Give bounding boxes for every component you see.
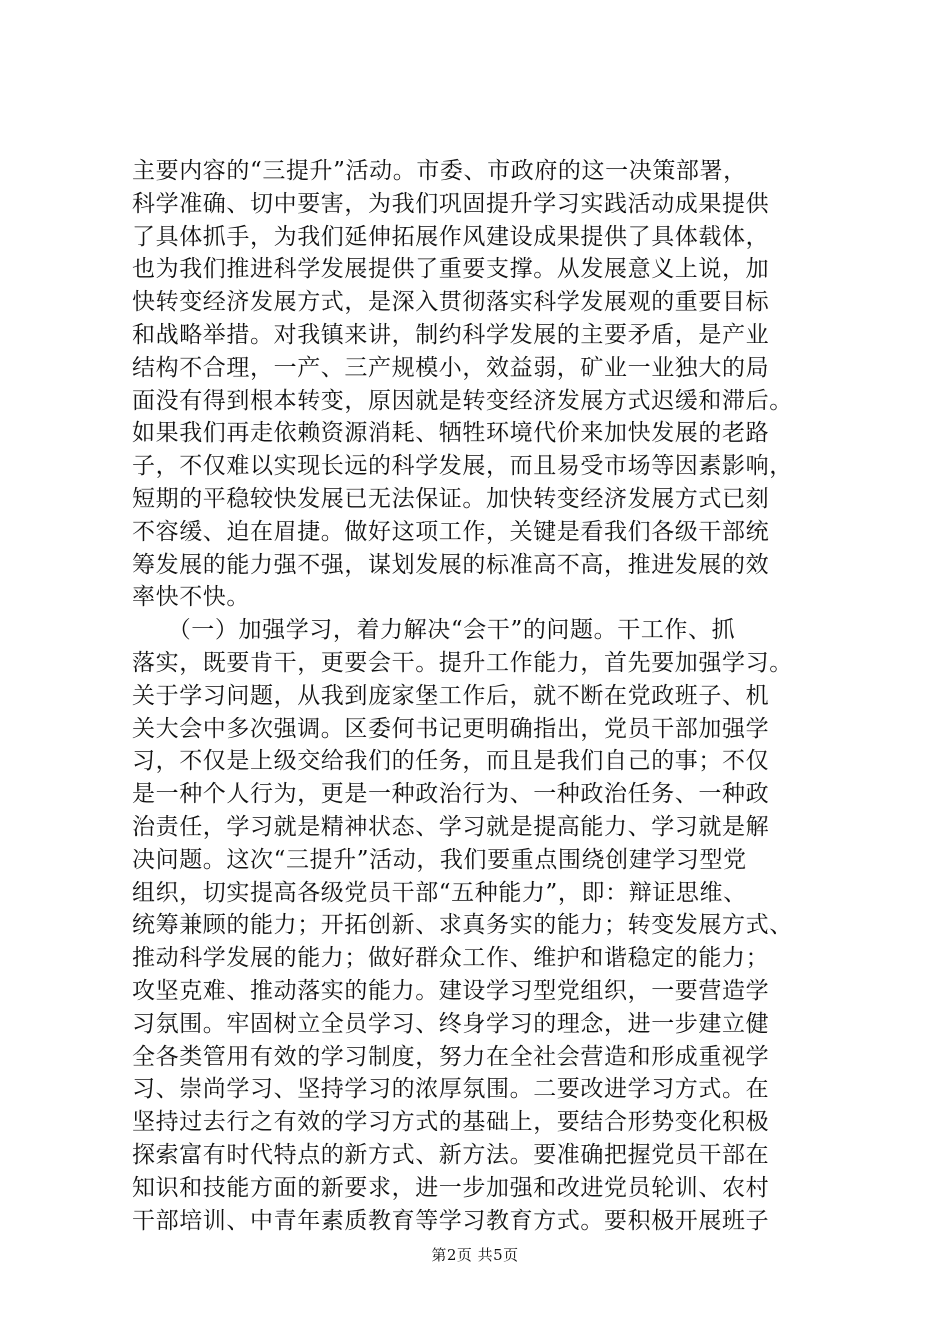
text-line: （一）加强学习，着力解决“会干”的问题。干工作、抓 (132, 617, 736, 644)
text-line: 率快不快。 (132, 584, 250, 611)
text-line: 科学准确、切中要害，为我们巩固提升学习实践活动成果提供 (132, 190, 770, 217)
text-line: 知识和技能方面的新要求，进一步加强和改进党员轮训、农村 (132, 1174, 770, 1201)
text-line: 筹发展的能力强不强，谋划发展的标准高不高，推进发展的效 (132, 551, 770, 578)
text-line: 了具体抓手，为我们延伸拓展作风建设成果提供了具体载体， (132, 223, 770, 250)
page-number-footer: 第2页 共5页 (431, 1246, 519, 1264)
text-line: 也为我们推进科学发展提供了重要支撑。从发展意义上说，加 (132, 256, 770, 283)
text-line: 是一种个人行为，更是一种政治行为、一种政治任务、一种政 (132, 781, 770, 808)
body-text (132, 155, 832, 1237)
text-line: 短期的平稳较快发展已无法保证。加快转变经济发展方式已刻 (132, 485, 770, 512)
text-line: 干部培训、中青年素质教育等学习教育方式。要积极开展班子 (132, 1207, 770, 1234)
text-line: 习，不仅是上级交给我们的任务，而且是我们自己的事；不仅 (132, 748, 770, 775)
text-line: 决问题。这次“三提升”活动，我们要重点围绕创建学习型党 (132, 846, 747, 873)
text-line: 结构不合理，一产、三产规模小，效益弱，矿业一业独大的局 (132, 354, 770, 381)
text-line: 不容缓、迫在眉捷。做好这项工作，关键是看我们各级干部统 (132, 518, 770, 545)
text-line: 统筹兼顾的能力；开拓创新、求真务实的能力；转变发展方式、 (132, 912, 793, 939)
text-line: 推动科学发展的能力；做好群众工作、维护和谐稳定的能力； (132, 945, 770, 972)
text-line: 子，不仅难以实现长远的科学发展，而且易受市场等因素影响， (132, 453, 793, 480)
text-line: 和战略举措。对我镇来讲，制约科学发展的主要矛盾，是产业 (132, 321, 770, 348)
text-line: 坚持过去行之有效的学习方式的基础上，要结合形势变化积极 (132, 1109, 770, 1136)
text-line: 全各类管用有效的学习制度，努力在全社会营造和形成重视学 (132, 1043, 770, 1070)
text-line: 习氛围。牢固树立全员学习、终身学习的理念，进一步建立健 (132, 1010, 770, 1037)
text-line: 关大会中多次强调。区委何书记更明确指出，党员干部加强学 (132, 715, 770, 742)
text-line: 关于学习问题，从我到庞家堡工作后，就不断在党政班子、机 (132, 682, 770, 709)
text-line: 快转变经济发展方式，是深入贯彻落实科学发展观的重要目标 (132, 289, 770, 316)
text-line: 主要内容的“三提升”活动。市委、市政府的这一决策部署， (132, 158, 747, 184)
text-line: 探索富有时代特点的新方式、新方法。要准确把握党员干部在 (132, 1141, 770, 1168)
text-line: 治责任，学习就是精神状态、学习就是提高能力、学习就是解 (132, 813, 770, 840)
text-line: 组织，切实提高各级党员干部“五种能力”，即：辩证思维、 (132, 879, 747, 906)
text-line: 落实，既要肯干，更要会干。提升工作能力，首先要加强学习。 (132, 649, 793, 676)
text-line: 习、崇尚学习、坚持学习的浓厚氛围。二要改进学习方式。在 (132, 1076, 770, 1103)
text-line: 如果我们再走依赖资源消耗、牺牲环境代价来加快发展的老路 (132, 420, 770, 447)
text-line: 攻坚克难、推动落实的能力。建设学习型党组织，一要营造学 (132, 977, 770, 1004)
text-line: 面没有得到根本转变，原因就是转变经济发展方式迟缓和滞后。 (132, 387, 793, 414)
